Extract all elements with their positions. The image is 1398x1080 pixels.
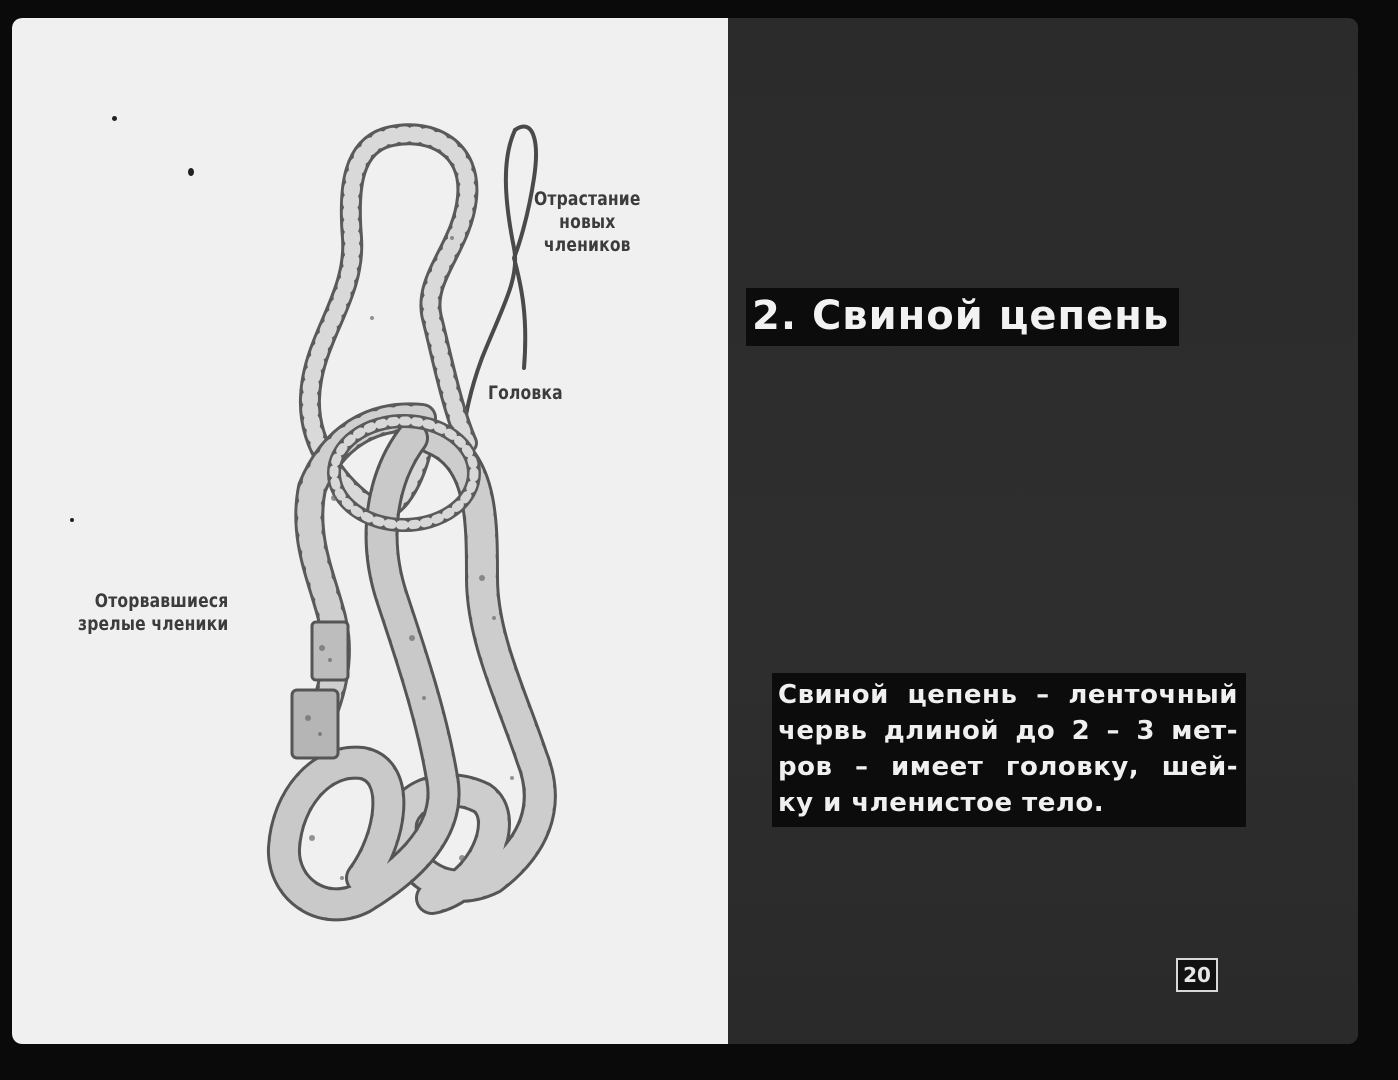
worm-head-loop — [514, 127, 536, 368]
label-regrowth — [534, 188, 641, 257]
body-line-4: ку и членистое тело. — [778, 788, 1105, 818]
film-speck — [112, 116, 117, 121]
detached-segment-1 — [312, 622, 348, 680]
body-line-1: Свиной цепень – ленточный — [778, 680, 1238, 710]
label-detached-line-2: зрелые членики — [78, 613, 229, 635]
label-detached — [78, 590, 228, 636]
body-line-3: ров – имеет головку, шей- — [778, 752, 1238, 782]
slide — [12, 18, 1358, 1044]
label-head: Головка — [488, 382, 563, 404]
label-regrowth-line-1: Отрастание — [534, 188, 641, 210]
film-speck — [70, 518, 74, 522]
tapeworm-illustration — [12, 18, 728, 1044]
slide-title: 2. Свиной цепень — [746, 288, 1179, 346]
label-regrowth-line-2: новых — [559, 211, 616, 233]
detached-segment-2 — [292, 690, 338, 758]
label-regrowth-line-3: члеников — [543, 234, 631, 256]
text-panel — [728, 18, 1358, 1044]
label-detached-line-1: Оторвавшиеся — [94, 590, 229, 612]
illustration-panel — [12, 18, 728, 1044]
slide-body — [772, 673, 1246, 827]
film-speck — [188, 168, 194, 176]
body-line-2: червь длиной до 2 – 3 мет- — [778, 716, 1238, 746]
frame-number: 20 — [1176, 958, 1218, 992]
